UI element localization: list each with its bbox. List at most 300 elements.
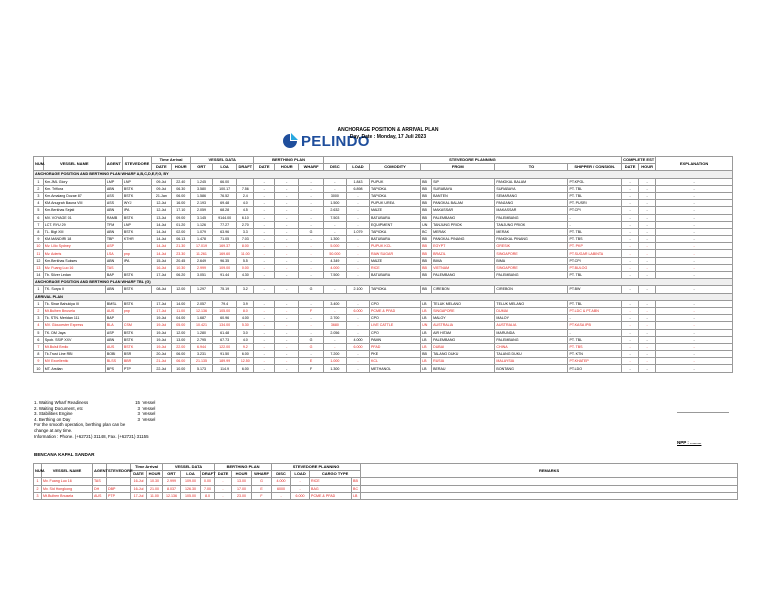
cell-comodity: RICE	[370, 264, 421, 271]
npp-signature: NPP : .........	[677, 440, 702, 445]
cell-berth-hour: -	[275, 315, 299, 322]
cell-agent: TFM	[105, 221, 122, 228]
cell-load: -	[346, 192, 369, 199]
cell-from: MERAK	[432, 228, 495, 235]
report-date: Day, Date : Monday, 17 Juli 2023	[349, 133, 427, 140]
cell-wharf: -	[299, 236, 323, 243]
col-load: LOAD	[346, 164, 369, 171]
cell-draft: 3.2	[237, 286, 254, 293]
table-row	[34, 365, 733, 372]
bencana-row	[34, 492, 738, 499]
cell-from-code: LB	[421, 343, 432, 350]
cell-agent: ABN	[105, 207, 122, 214]
cell-complete-date: -	[622, 336, 639, 343]
cell-complete-hour: -	[639, 207, 656, 214]
cell-loa: 126.30	[181, 485, 201, 492]
cell-date: 19-Jul	[152, 329, 171, 336]
cell-comodity: CPO	[370, 315, 421, 322]
cell-wharf: -	[299, 351, 323, 358]
cell-from-code: BB	[421, 286, 432, 293]
cell-shipper: PT. TBL	[568, 192, 622, 199]
cell-explanation: -	[656, 221, 733, 228]
cell-date: 12-Jul	[152, 200, 171, 207]
cell-num: 14	[34, 272, 44, 279]
cell-grt: 3.580	[191, 185, 213, 192]
cell-loa: 66.00	[212, 178, 236, 185]
cell-complete-date: -	[622, 351, 639, 358]
cell-berth-hour: -	[275, 243, 299, 250]
cell-shipper: PT. TBS	[568, 343, 622, 350]
table-row	[34, 207, 733, 214]
note-count: 3	[137, 405, 140, 411]
cell-load: 2.100	[346, 286, 369, 293]
cell-explanation: -	[656, 322, 733, 329]
cell-complete-date: -	[622, 221, 639, 228]
cell-vessel: Tk. STN. Meridan 111	[43, 315, 105, 322]
cell-berth-date: -	[254, 228, 275, 235]
cell-draft: 3.0	[237, 329, 254, 336]
cell-grt: 1.297	[191, 286, 213, 293]
section-header-row	[34, 171, 733, 178]
cell-agent: LMP	[105, 178, 122, 185]
cell-berth-date: -	[254, 214, 275, 221]
cell-berth-date: -	[254, 250, 275, 257]
col-num: NUM.	[34, 157, 44, 171]
note-count: 3	[137, 416, 140, 422]
cell-disc: 1.000	[323, 358, 346, 365]
cell-to: MARUNDA	[495, 329, 568, 336]
cell-loa: 134.00	[212, 322, 236, 329]
cell-from: EGYPT	[432, 243, 495, 250]
cell-load: -	[346, 329, 369, 336]
col-disc: DISC	[272, 471, 291, 478]
col-berthing-plan: BERTHING PLAN	[215, 464, 272, 471]
arrival-plan-table	[33, 156, 733, 373]
cell-disc: 7.200	[323, 351, 346, 358]
section-title: ANCHORAGE POSITION AND BERTHING PLAN WHARF TBL (G)	[34, 279, 733, 286]
cell-wharf: -	[299, 257, 323, 264]
cell-num: 3	[34, 315, 44, 322]
cell-comodity: TAPIOKA	[370, 185, 421, 192]
cell-comodity: PAMN	[370, 336, 421, 343]
cell-explanation: -	[656, 358, 733, 365]
cell-agent: AUS	[93, 492, 107, 499]
cell-complete-date: -	[622, 300, 639, 307]
cell-explanation: -	[656, 343, 733, 350]
cell-agent: BLSS	[105, 358, 122, 365]
cell-explanation: -	[656, 351, 733, 358]
cell-stevedore: KTHR	[122, 236, 151, 243]
cell-draft: 2.4	[237, 192, 254, 199]
cell-vessel: Km.Berkhas Sukses	[43, 257, 105, 264]
cell-wharf: G	[299, 343, 323, 350]
cell-disc: -	[323, 307, 346, 314]
cell-berth-date: -	[254, 178, 275, 185]
cell-complete-date: -	[622, 365, 639, 372]
cell-grt: 1.478	[191, 236, 213, 243]
cell-berth-hour: -	[275, 322, 299, 329]
cell-loa: 169.60	[212, 250, 236, 257]
cell-from: DUBAI	[432, 343, 495, 350]
cell-to: PANGKAL BALAM	[495, 178, 568, 185]
table-row	[34, 192, 733, 199]
cell-loa: 79.4	[212, 300, 236, 307]
cell-complete-hour: -	[639, 264, 656, 271]
cell-disc: 1.500	[323, 200, 346, 207]
cell-berth-hour: -	[275, 336, 299, 343]
cell-vessel: MT. Arstian	[43, 365, 105, 372]
cell-load: -	[346, 272, 369, 279]
col-loa: LOA	[212, 164, 236, 171]
cell-num: 3	[34, 192, 44, 199]
cell-disc: 3000	[323, 192, 346, 199]
cell-berth-hour: -	[275, 351, 299, 358]
cell-grt: 2.059	[191, 207, 213, 214]
col-wharf: WHARF	[252, 471, 272, 478]
cell-load: -	[346, 236, 369, 243]
cell-disc: 4.000	[272, 478, 291, 485]
cell-to: MALOY	[495, 315, 568, 322]
cell-agent: ABN	[105, 185, 122, 192]
cell-explanation: -	[656, 365, 733, 372]
notes-block	[34, 400, 155, 439]
cell-comodity: BATUBARA	[370, 236, 421, 243]
cell-grt: 17.019	[191, 243, 213, 250]
col-vessel-data: VESSEL DATA	[191, 157, 254, 164]
cell-num: 6	[34, 214, 44, 221]
cell-hour: 11.00	[147, 492, 163, 499]
cell-grt: 1.687	[191, 315, 213, 322]
cell-draft: 2.70	[237, 221, 254, 228]
cell-date: 16-Jul	[131, 478, 147, 485]
cell-cargo: RICE	[310, 478, 352, 485]
brand-name: PELINDO	[301, 132, 370, 150]
cell-load: -	[291, 478, 310, 485]
cell-comodity: TAPIOKA	[370, 286, 421, 293]
cell-grt: 2.649	[191, 257, 213, 264]
cell-shipper: PT.CPI	[568, 207, 622, 214]
cell-disc: -	[323, 178, 346, 185]
cell-stevedore	[107, 478, 131, 485]
cell-disc: -	[323, 336, 346, 343]
cell-wharf: -	[299, 329, 323, 336]
cell-load: 1.843	[346, 178, 369, 185]
cell-num: 5	[34, 329, 44, 336]
cell-vessel: LCT. RYU 29	[43, 221, 105, 228]
cell-from: BRAZIL	[432, 250, 495, 257]
cell-to: PALEMBANG	[495, 214, 568, 221]
bencana-row	[34, 478, 738, 485]
cell-date: 17-Jul	[152, 300, 171, 307]
cell-shipper: PT.BW	[568, 286, 622, 293]
cell-berth-hour: -	[275, 236, 299, 243]
cell-complete-date: -	[622, 257, 639, 264]
cell-vessel: Km.Berkhas Sejati	[43, 207, 105, 214]
cell-complete-date: -	[622, 178, 639, 185]
cell-hour: 06.20	[171, 272, 190, 279]
cell-to: TALANG DUKU	[495, 351, 568, 358]
cell-berth-hour: -	[275, 178, 299, 185]
cell-berth-date: -	[254, 343, 275, 350]
cell-hour: 21.30	[171, 243, 190, 250]
col-complete-date: DATE	[622, 164, 639, 171]
cell-from-code: BB	[421, 207, 432, 214]
cell-berth-hour: -	[275, 250, 299, 257]
cell-date: 19-Jul	[152, 322, 171, 329]
cell-from: MAKASSAR	[432, 207, 495, 214]
cell-cargo: BAG	[310, 485, 352, 492]
cell-draft: 11.00	[237, 250, 254, 257]
cell-agent: BOBI	[105, 351, 122, 358]
cell-stevedore: pnp	[122, 250, 151, 257]
cell-hour: 06.00	[171, 192, 190, 199]
col-berthing-plan: BERTHING PLAN	[254, 157, 323, 164]
cell-to: PALEMBANG	[495, 272, 568, 279]
cell-num: 4	[34, 200, 44, 207]
cell-complete-hour: -	[639, 358, 656, 365]
cell-grt: 10.421	[191, 322, 213, 329]
cell-load: -	[346, 358, 369, 365]
cell-from: PALEMBANG	[432, 336, 495, 343]
cell-load: -	[346, 221, 369, 228]
cell-draft: 12.50	[237, 358, 254, 365]
cell-disc: 7.500	[323, 272, 346, 279]
cell-from-code: BB	[421, 214, 432, 221]
cell-vessel: Km.Amalang Dozae 87	[43, 192, 105, 199]
cell-num: 12	[34, 257, 44, 264]
cell-draft: 4.30	[237, 272, 254, 279]
table-row	[34, 243, 733, 250]
cell-stevedore: DBP	[107, 485, 131, 492]
cell-comodity: BATUBARA	[370, 214, 421, 221]
cell-berth-date: -	[254, 221, 275, 228]
cell-disc: -	[323, 343, 346, 350]
col-load: LOAD	[291, 471, 310, 478]
cell-date: 19-Jul	[152, 336, 171, 343]
cell-agent: TAS	[93, 478, 107, 485]
col-shipper: SHIPPER / CONSIGN.	[568, 164, 622, 171]
cell-grt: 1.126	[191, 221, 213, 228]
cell-disc: 2.632	[323, 207, 346, 214]
cell-disc: -	[272, 492, 291, 499]
cell-disc: 1.300	[323, 365, 346, 372]
cell-load: -	[346, 250, 369, 257]
col-draft: DRAFT	[202, 471, 216, 477]
cell-wharf: -	[299, 272, 323, 279]
cell-agent: TAS	[105, 264, 122, 271]
cell-grt: 12.136	[163, 492, 181, 499]
col-berth-hour: HOUR	[232, 471, 252, 478]
cell-cargo-code: LB	[352, 492, 361, 499]
cell-vessel: TL. Bigt XIII	[43, 228, 105, 235]
cell-wharf: -	[299, 200, 323, 207]
cell-hour: 10.00	[171, 365, 190, 372]
cell-disc: 2.056	[323, 329, 346, 336]
table-row	[34, 185, 733, 192]
cell-date: 17-Jul	[131, 492, 147, 499]
cell-shipper: PT. TBL	[568, 272, 622, 279]
col-agent: AGENT	[93, 464, 107, 478]
cell-stevedore: IPA	[122, 257, 151, 264]
cell-hour: 10.30	[171, 264, 190, 271]
cell-stevedore: BSTK	[122, 336, 151, 343]
cell-from-code: BB	[421, 272, 432, 279]
cell-to: BONTANG	[495, 365, 568, 372]
cell-to: TANJUNG PRIOK	[495, 221, 568, 228]
cell-shipper: PT. PUSRI	[568, 200, 622, 207]
cell-stevedore: BSTK	[122, 286, 151, 293]
cell-from-code: LB	[421, 300, 432, 307]
cell-from: SURABAYA	[432, 185, 495, 192]
cell-load: 6.000	[346, 343, 369, 350]
cell-from-code: UN	[421, 322, 432, 329]
cell-wharf: -	[299, 192, 323, 199]
cell-grt: 2.057	[191, 300, 213, 307]
cell-from-code: BB	[421, 351, 432, 358]
cell-complete-date: -	[622, 286, 639, 293]
cell-hour: 01.20	[171, 221, 190, 228]
table-row	[34, 178, 733, 185]
cell-from: MALOY	[432, 315, 495, 322]
cell-to: PANGKAL PINANG	[495, 236, 568, 243]
col-complete-est: COMPLETE EST	[623, 157, 655, 163]
cell-load: -	[346, 200, 369, 207]
cell-loa: 105.00	[181, 492, 201, 499]
cell-vessel: Tk. Sinar Bahukiya III	[43, 300, 105, 307]
cell-wharf: -	[299, 221, 323, 228]
cell-explanation: -	[656, 250, 733, 257]
cell-comodity: MAIZE	[370, 257, 421, 264]
cell-draft: 3.3	[237, 228, 254, 235]
cell-draft: 5.30	[237, 322, 254, 329]
cell-loa: 169.37	[212, 243, 236, 250]
cell-load: -	[346, 300, 369, 307]
cell-from: CIREBON	[432, 286, 495, 293]
cell-shipper: -	[568, 329, 622, 336]
cell-wharf: -	[299, 243, 323, 250]
cell-loa: 9144.00	[212, 214, 236, 221]
cell-from-code: LB	[421, 315, 432, 322]
cell-complete-hour: -	[639, 250, 656, 257]
cell-berth-hour: -	[275, 365, 299, 372]
cell-hour: 06.30	[171, 185, 190, 192]
cell-to: SINGAPORE	[495, 250, 568, 257]
cell-from: SIP	[432, 178, 495, 185]
cell-stevedore: BSTK	[122, 185, 151, 192]
cell-shipper: PT.LDO	[568, 365, 622, 372]
cell-complete-hour: -	[639, 343, 656, 350]
cell-date: 17-Jul	[152, 272, 171, 279]
cell-wharf: -	[299, 315, 323, 322]
cell-berth-hour: -	[275, 207, 299, 214]
cell-date: 14-Jul	[152, 228, 171, 235]
cell-loa: 109.00	[181, 478, 201, 485]
cell-grt: 2.999	[191, 264, 213, 271]
cell-num: 10	[34, 365, 44, 372]
cell-vessel: Mv. Fuang Luo 16	[42, 478, 93, 485]
cell-explanation: -	[656, 300, 733, 307]
cell-num: 1	[34, 286, 44, 293]
cell-berth-hour: 17.00	[232, 485, 252, 492]
table-row	[34, 272, 733, 279]
cell-vessel: Tb. Silver Ledan	[43, 272, 105, 279]
cell-wharf: -	[299, 264, 323, 271]
cell-stevedore: BSTK	[122, 300, 151, 307]
cell-comodity: TAPIOKA	[370, 192, 421, 199]
cell-num: 3	[34, 492, 42, 499]
col-stev-planning: STEVEDORE PLANNING	[272, 464, 361, 471]
cell-grt: 1.586	[191, 192, 213, 199]
cell-hour: 06.13	[171, 236, 190, 243]
cell-shipper: PT. TBL	[568, 336, 622, 343]
cell-comodity: PUPUK UREA	[370, 200, 421, 207]
cell-vessel: Mv. Aderis	[43, 250, 105, 257]
cell-num: 7	[34, 343, 44, 350]
cell-explanation: -	[656, 264, 733, 271]
cell-stevedore: IPA	[122, 207, 151, 214]
cell-complete-hour: -	[639, 322, 656, 329]
cell-grt: 3.231	[191, 351, 213, 358]
cell-from: RUSIA	[432, 358, 495, 365]
cell-complete-date: -	[622, 322, 639, 329]
cell-loa: 68.28	[212, 207, 236, 214]
cell-date: 14-Jul	[152, 236, 171, 243]
cell-from-code: BB	[421, 250, 432, 257]
cell-from: AIR HITAM	[432, 329, 495, 336]
cell-vessel: MV. Gloucester Express	[43, 322, 105, 329]
cell-from: PANGKAL PINANG	[432, 236, 495, 243]
cell-wharf: -	[299, 207, 323, 214]
col-hour: HOUR	[147, 471, 163, 478]
cell-complete-hour: -	[639, 272, 656, 279]
cell-complete-hour: -	[639, 315, 656, 322]
table-row	[34, 358, 733, 365]
col-comodity: COMODITY	[370, 164, 421, 171]
col-vessel: VESSEL NAME	[43, 157, 105, 171]
bencana-row	[34, 485, 738, 492]
cell-stevedore: CSM	[122, 322, 151, 329]
cell-complete-date: -	[622, 192, 639, 199]
table-row	[34, 257, 733, 264]
cell-comodity: METHANOL	[370, 365, 421, 372]
cell-wharf: -	[299, 322, 323, 329]
cell-disc: 3.400	[323, 300, 346, 307]
cell-loa: 105.00	[212, 307, 236, 314]
cell-disc: 7.503	[323, 214, 346, 221]
cell-stevedore: BBR	[122, 358, 151, 365]
note-label: 3. Stabilities Engine	[34, 411, 73, 417]
cell-num: 9	[34, 236, 44, 243]
cell-berth-hour: -	[275, 221, 299, 228]
cell-comodity: PFAD	[370, 343, 421, 350]
cell-shipper: PT. TBL	[568, 228, 622, 235]
cell-stevedore	[122, 315, 151, 322]
cell-draft: 8.0	[237, 307, 254, 314]
cell-explanation: -	[656, 192, 733, 199]
cell-num: 7	[34, 221, 44, 228]
col-stevedore-planning: STEVEDORE PLANNING	[323, 157, 621, 164]
table-row	[34, 307, 733, 314]
cell-disc: 2.700	[323, 315, 346, 322]
cell-shipper: PT. TBL	[568, 185, 622, 192]
cell-date: 16-Jul	[152, 264, 171, 271]
cell-from-code: LB	[421, 358, 432, 365]
cell-date: 16-Jul	[131, 485, 147, 492]
col-agent: AGENT	[105, 157, 122, 171]
cell-from-code: BB	[421, 200, 432, 207]
cell-comodity: PKE	[370, 351, 421, 358]
cell-to: TELUK MELANO	[495, 300, 568, 307]
